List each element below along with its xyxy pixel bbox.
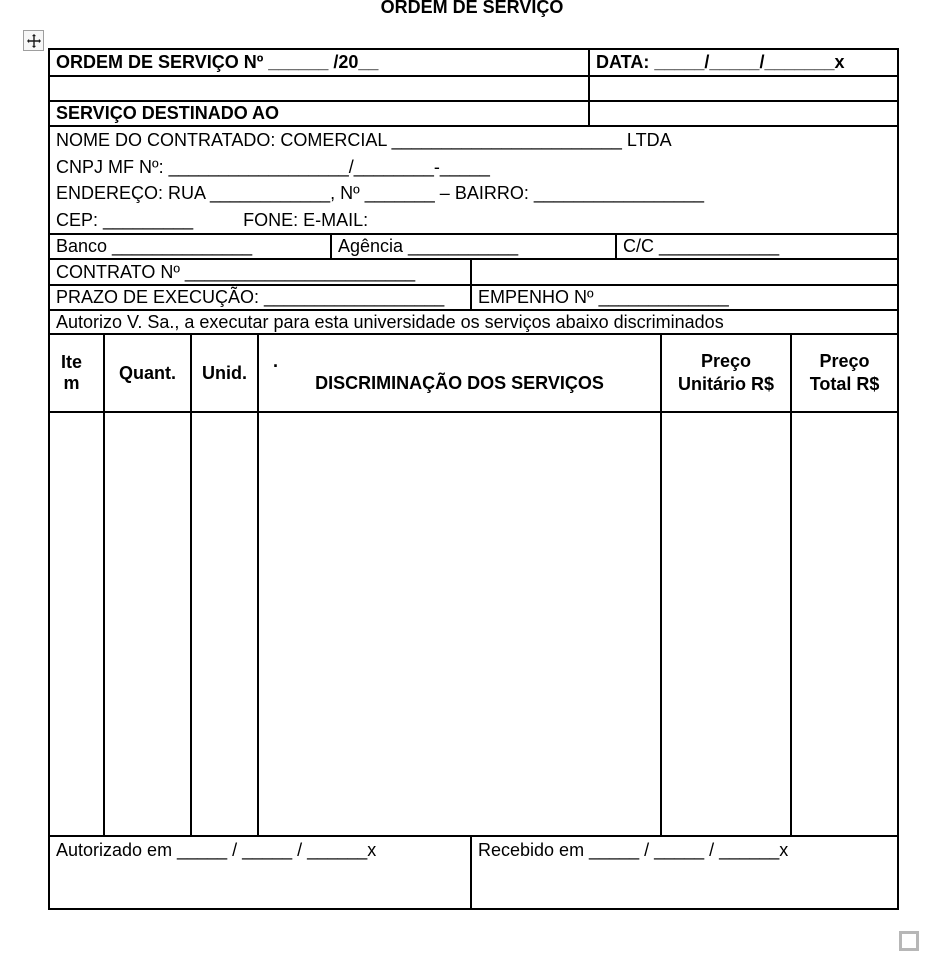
bank-row (49, 234, 898, 259)
header-unit-cell[interactable] (191, 334, 258, 412)
received-date-text: Recebido em _____ / _____ / ______x (478, 840, 789, 860)
contractor-name-line: NOME DO CONTRATADO: COMERCIAL _______________________ LTDA (56, 130, 672, 150)
header-unit-price-line2: Unitário R$ (678, 374, 775, 394)
execution-row (49, 285, 898, 310)
body-description-cell[interactable] (258, 412, 661, 836)
header-total-price-cell[interactable] (791, 334, 898, 412)
authorized-date-cell[interactable] (49, 836, 471, 909)
body-unit-cell[interactable] (191, 412, 258, 836)
header-item-cell[interactable] (49, 334, 104, 412)
header-description-cell[interactable] (258, 334, 661, 412)
contractor-info-row (49, 126, 898, 234)
contractor-info-cell[interactable] (49, 126, 898, 234)
header-unit-price-line1: Preço (701, 351, 752, 371)
service-order-table (48, 48, 899, 910)
items-header-row (49, 334, 898, 412)
header-item-label: Item (60, 352, 82, 393)
service-destination-cell[interactable] (49, 101, 589, 126)
bank-cell[interactable] (49, 234, 331, 259)
contract-number-cell[interactable] (49, 259, 471, 285)
blank-row (49, 76, 898, 101)
header-quantity-label: Quant. (119, 362, 176, 383)
items-body-row (49, 412, 898, 836)
agency-text: Agência ___________ (338, 236, 519, 256)
commitment-number-cell[interactable] (471, 285, 898, 310)
authorized-date-text: Autorizado em _____ / _____ / ______x (56, 840, 377, 860)
contractor-cnpj-line: CNPJ MF Nº: __________________/________-_____ (56, 156, 490, 177)
commitment-number-text: EMPENHO Nº _____________ (478, 287, 729, 307)
order-date-cell[interactable] (589, 49, 898, 76)
body-total-price-cell[interactable] (791, 412, 898, 836)
account-text: C/C ____________ (623, 236, 780, 256)
document-title: ORDEM DE SERVIÇO (380, 0, 564, 17)
account-cell[interactable] (616, 234, 898, 259)
order-number-row (49, 49, 898, 76)
received-date-cell[interactable] (471, 836, 898, 909)
header-description-label: DISCRIMINAÇÃO DOS SERVIÇOS (315, 372, 604, 393)
bank-text: Banco ______________ (56, 236, 253, 256)
header-quantity-cell[interactable] (104, 334, 191, 412)
contractor-cep-fone-line: CEP: _________ FONE: E-MAIL: (56, 209, 369, 230)
table-resize-handle[interactable] (899, 931, 919, 951)
body-quantity-cell[interactable] (104, 412, 191, 836)
blank-cell-right[interactable] (589, 76, 898, 101)
header-unit-price-cell[interactable] (661, 334, 791, 412)
contract-number-text: CONTRATO Nº _______________________ (56, 261, 416, 282)
execution-deadline-text: PRAZO DE EXECUÇÃO: __________________ (56, 287, 445, 307)
contractor-address-line: ENDEREÇO: RUA ____________, Nº _______ – BAIRRO: _________________ (56, 183, 705, 203)
table-move-handle[interactable] (23, 30, 44, 51)
service-destination-text: SERVIÇO DESTINADO AO (56, 103, 280, 123)
order-number-cell[interactable] (49, 49, 589, 76)
move-cross-icon (27, 34, 41, 48)
order-number-text: ORDEM DE SERVIÇO Nº ______ /20__ (56, 52, 379, 72)
header-description-wrap (265, 335, 654, 411)
contract-extra-cell[interactable] (471, 259, 898, 285)
body-item-cell[interactable] (49, 412, 104, 836)
header-description-dot: . (273, 350, 279, 371)
header-total-price-line1: Preço (819, 351, 870, 371)
order-date-text: DATA: _____/_____/_______x (596, 52, 845, 72)
destination-row (49, 101, 898, 126)
agency-cell[interactable] (331, 234, 616, 259)
header-total-price-line2: Total R$ (809, 374, 880, 394)
signature-row (49, 836, 898, 909)
authorization-text-cell[interactable] (49, 310, 898, 334)
authorization-text: Autorizo V. Sa., a executar para esta universidade os serviços abaixo discriminados (56, 311, 724, 332)
blank-cell-left[interactable] (49, 76, 589, 101)
body-unit-price-cell[interactable] (661, 412, 791, 836)
execution-deadline-cell[interactable] (49, 285, 471, 310)
header-unit-label: Unid. (202, 362, 247, 383)
authorization-row (49, 310, 898, 334)
contract-row (49, 259, 898, 285)
destination-value-cell[interactable] (589, 101, 898, 126)
